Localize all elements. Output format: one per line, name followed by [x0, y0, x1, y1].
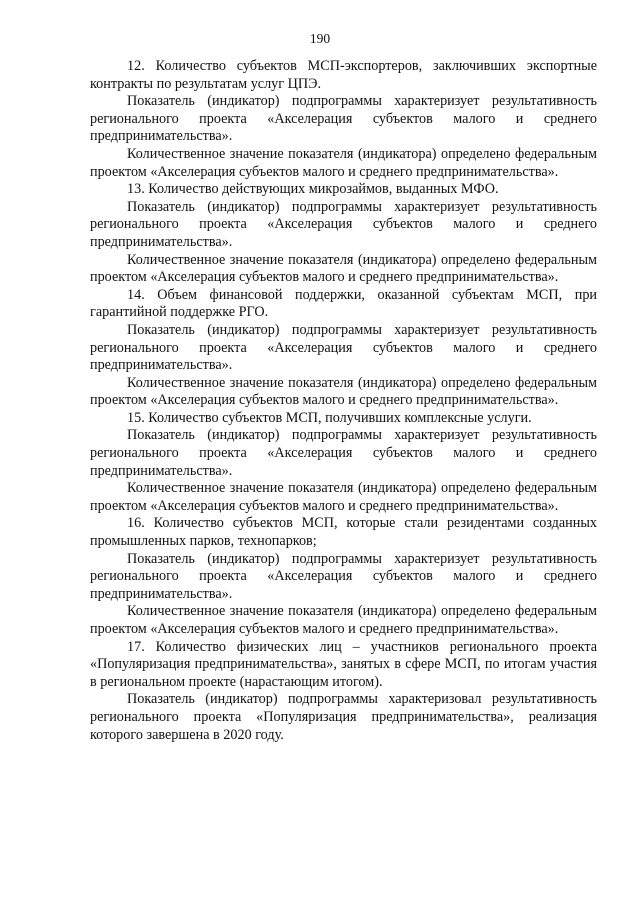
item-16-quantitative-value: Количественное значение показателя (индикатора) определено федеральным проектом «Акселерация субъектов малого и среднего предпринимательства». — [90, 603, 597, 637]
item-14-quantitative-value: Количественное значение показателя (индикатора) определено федеральным проектом «Акселерация субъектов малого и среднего предпринимательства». — [90, 374, 597, 409]
item-12-title: 12. Количество субъектов МСП-экспортеров, заключивших экспортные контракты по результатам услуг ЦПЭ. — [90, 58, 597, 92]
item-12-indicator-description: Показатель (индикатор) подпрограммы характеризует результативность регионального проекта «Акселерация субъектов малого и среднего предпринимательства». — [90, 93, 597, 145]
item-17-indicator-description: Показатель (индикатор) подпрограммы характеризовал результативность регионального проекта «Популяризация предпринимательства», реализация которого завершена в 2020 году. — [90, 691, 597, 743]
item-13-title: 13. Количество действующих микрозаймов, выданных МФО. — [127, 181, 499, 198]
item-16-indicator-description: Показатель (индикатор) подпрограммы характеризует результативность регионального проекта «Акселерация субъектов малого и среднего предпринимательства». — [90, 550, 597, 602]
page-number: 190 — [309, 31, 331, 46]
item-13-indicator-description: Показатель (индикатор) подпрограммы характеризует результативность регионального проекта «Акселерация субъектов малого и среднего предпринимательства». — [90, 198, 597, 250]
document-body — [90, 58, 597, 744]
item-15-quantitative-value: Количественное значение показателя (индикатора) определено федеральным проектом «Акселерация субъектов малого и среднего предпринимательства». — [90, 480, 597, 514]
item-15-title: 15. Количество субъектов МСП, получивших комплексные услуги. — [127, 409, 532, 426]
item-12-quantitative-value: Количественное значение показателя (индикатора) определено федеральным проектом «Акселерация субъектов малого и среднего предпринимательства». — [90, 145, 597, 180]
item-14-indicator-description: Показатель (индикатор) подпрограммы характеризует результативность регионального проекта «Акселерация субъектов малого и среднего предпринимательства». — [90, 321, 597, 374]
item-16-title: 16. Количество субъектов МСП, которые стали резидентами созданных промышленных парков, технопарков; — [90, 515, 597, 550]
item-13-quantitative-value: Количественное значение показателя (индикатора) определено федеральным проектом «Акселерация субъектов малого и среднего предпринимательства». — [90, 251, 597, 286]
item-17-title: 17. Количество физических лиц – участников регионального проекта «Популяризация предпринимательства», занятых в сфере МСП, по итогам участия в региональном проекте (нарастающим итогом). — [90, 638, 597, 690]
item-14-title: 14. Объем финансовой поддержки, оказанной субъектам МСП, при гарантийной поддержке РГО. — [90, 286, 597, 321]
item-15-indicator-description: Показатель (индикатор) подпрограммы характеризует результативность регионального проекта «Акселерация субъектов малого и среднего предпринимательства». — [90, 427, 597, 479]
